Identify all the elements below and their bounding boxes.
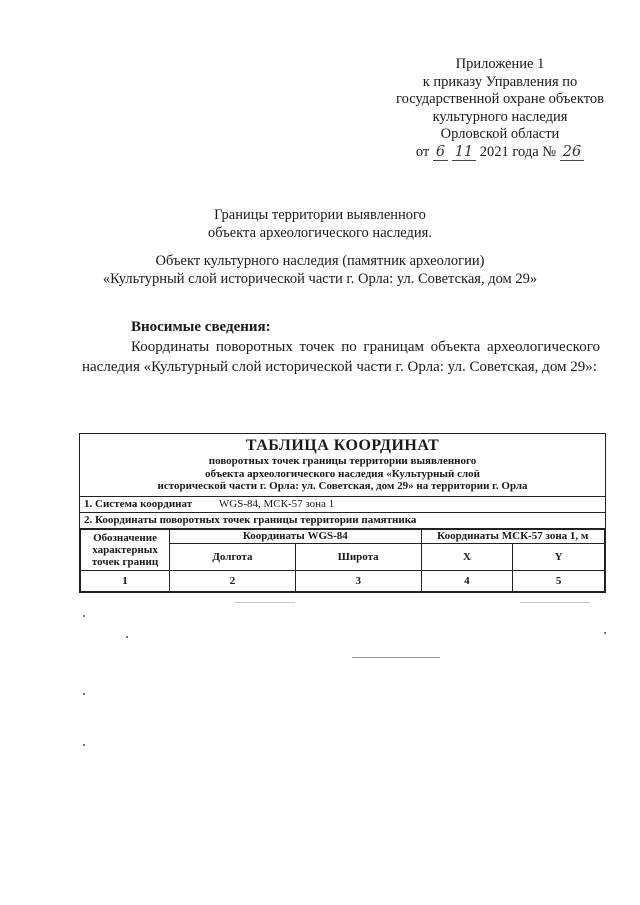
appendix-line: Приложение 1	[455, 56, 545, 72]
column-number: 2	[170, 570, 296, 591]
column-number-row	[81, 570, 605, 591]
col-x: X	[421, 543, 513, 570]
date-month: 11	[452, 144, 476, 161]
intro-heading: Вносимые сведения:	[131, 319, 271, 335]
scan-artifact-dot	[83, 744, 85, 746]
coordinate-system-label: 1. Система координат	[84, 497, 193, 510]
table-header-row	[81, 529, 605, 543]
date-prefix: от	[415, 143, 430, 160]
scan-artifact-dot	[126, 636, 128, 638]
points-heading-row	[80, 513, 605, 529]
coordinates-grid	[80, 529, 605, 592]
coordinates-table	[79, 433, 606, 593]
col-longitude: Долгота	[170, 543, 296, 570]
appendix-line: культурного наследия	[432, 108, 568, 125]
scan-artifact-line	[352, 657, 440, 658]
table-subtitle-2: объекта археологического наследия «Культурный слой	[204, 467, 480, 480]
points-heading-label: 2. Координаты поворотных точек границы территории памятника	[84, 513, 417, 526]
date-day: 6	[433, 144, 448, 161]
table-subtitle-1: поворотных точек границы территории выявленного	[208, 455, 477, 467]
appendix-line: государственной охране объектов	[396, 91, 604, 107]
table-subtitle-3: исторической части г. Орла: ул. Советская, дом 29» на территории г. Орла	[157, 480, 528, 492]
order-number: 26	[560, 144, 584, 161]
column-number: 3	[295, 570, 421, 591]
col-latitude: Широта	[295, 543, 421, 570]
order-date-line	[380, 144, 620, 162]
appendix-line: к приказу Управления по	[422, 73, 578, 90]
title-line-2: объекта археологического наследия.	[208, 224, 432, 241]
scan-artifact-line	[520, 602, 590, 603]
table-title: ТАБЛИЦА КООРДИНАТ	[245, 437, 440, 454]
coordinate-system-value: WGS-84, МСК-57 зона 1	[218, 497, 335, 510]
intro-paragraph: Координаты поворотных точек по границам объекта археологического наследия «Культурный слой исторической части г. Орла: ул. Советская, дом 29»:	[82, 339, 600, 375]
table-title-block	[80, 434, 605, 497]
scan-artifact-line	[235, 602, 295, 603]
col-wgs84: Координаты WGS-84	[170, 529, 422, 543]
scan-artifact-dot	[83, 693, 85, 695]
object-line-2: «Культурный слой исторической части г. Орла: ул. Советская, дом 29»	[102, 270, 538, 287]
object-name	[60, 253, 580, 288]
appendix-line: Орловской области	[440, 126, 560, 142]
col-msk57: Координаты МСК-57 зона 1, м	[421, 529, 604, 543]
col-designation: Обозначение характерных точек границ	[81, 529, 170, 570]
title-line-1: Границы территории выявленного	[214, 207, 426, 223]
date-year: 2021 года №	[479, 143, 557, 160]
object-line-1: Объект культурного наследия (памятник археологии)	[155, 253, 485, 269]
appendix-header	[380, 56, 620, 161]
coordinate-system-row	[80, 497, 605, 513]
col-y: Y	[513, 543, 605, 570]
column-number: 4	[421, 570, 513, 591]
scan-artifact-dot	[83, 615, 85, 617]
scan-artifact-dot	[604, 632, 606, 634]
column-number: 1	[81, 570, 170, 591]
column-number: 5	[513, 570, 605, 591]
document-title	[60, 207, 580, 242]
